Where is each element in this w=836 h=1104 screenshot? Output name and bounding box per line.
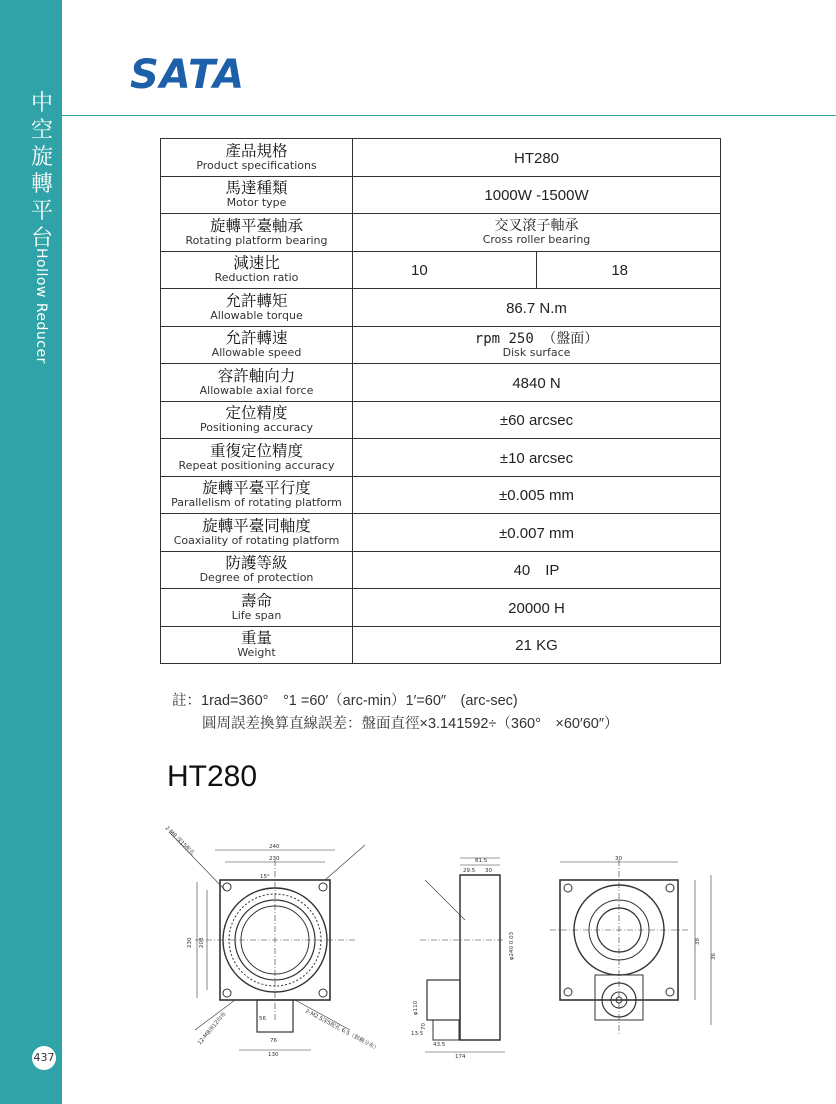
row-label-cn: 定位精度 [225, 404, 288, 423]
row-label-cn: 旋轉平臺同軸度 [202, 516, 311, 535]
side-dim-v3: 70 [421, 1023, 427, 1030]
row-label-cn: 減速比 [233, 254, 280, 273]
side-dim-v1: φ240 0.03 [509, 931, 515, 960]
row-label-cn: 重量 [240, 629, 272, 648]
row-label-en: Coaxiality of rotating platform [173, 533, 340, 547]
front-dim-left-1: 230 [187, 937, 193, 948]
side-dim-bottom: 174 [455, 1054, 466, 1060]
back-dim-right-1: 38 [695, 938, 701, 945]
table-row [161, 364, 721, 402]
ratio-value-10: 10 [411, 262, 428, 280]
table-row [161, 326, 721, 364]
row-label-cn: 產品規格 [225, 141, 288, 160]
front-callout-3: 12-M8深12均布 [196, 1011, 228, 1047]
table-row [161, 176, 721, 214]
row-label-cn: 允許轉矩 [225, 291, 288, 310]
row-label-cn: 容許軸向力 [217, 366, 296, 385]
table-row [161, 401, 721, 439]
row-value-en: Cross roller bearing [482, 233, 591, 247]
header-divider [62, 115, 836, 116]
row-value: 86.7 N.m [506, 299, 567, 317]
front-callout-1: 2-M8 深15配孔 [163, 825, 196, 857]
row-value-cn: rpm 250 （盤面） [474, 330, 599, 347]
sidebar [0, 0, 62, 1104]
front-dim-small: 56 [259, 1016, 266, 1022]
table-row [161, 514, 721, 552]
notes [172, 690, 618, 736]
row-label-en: Allowable speed [211, 346, 302, 360]
row-value: 40 IP [513, 562, 560, 580]
spec-table [160, 138, 721, 664]
table-row [161, 214, 721, 252]
side-dim-top-1: 81.5 [475, 858, 488, 864]
row-label-en: Product specifications [196, 158, 317, 172]
technical-drawing [155, 820, 735, 1070]
row-value: ±0.007 mm [499, 524, 574, 542]
table-row [161, 589, 721, 627]
sidebar-char: 空 [30, 118, 53, 143]
row-label-en: Rotating platform bearing [185, 233, 328, 247]
row-label-en: Reduction ratio [214, 271, 299, 285]
row-label-en: Degree of protection [199, 571, 314, 585]
row-label-en: Allowable torque [210, 308, 303, 322]
row-label-en: Repeat positioning accuracy [178, 458, 335, 472]
row-value: ±60 arcsec [499, 412, 574, 430]
sidebar-char: 轉 [30, 172, 53, 197]
row-label-en: Life span [231, 608, 282, 622]
sidebar-english-title: Hollow Reducer [33, 248, 49, 364]
sidebar-char: 旋 [30, 145, 53, 170]
row-label-cn: 旋轉平臺平行度 [202, 479, 311, 498]
row-value: 1000W -1500W [484, 187, 589, 205]
row-label-cn: 旋轉平臺軸承 [209, 216, 303, 235]
front-dim-bottom-1: 130 [268, 1052, 279, 1058]
back-view [550, 860, 711, 1035]
side-dim-top-3: 30 [485, 868, 492, 874]
row-value: 20000 H [508, 599, 565, 617]
side-dim-bottom-2: 43.5 [433, 1042, 446, 1048]
row-label-cn: 壽命 [240, 591, 272, 610]
row-value: 21 KG [515, 637, 558, 655]
row-value-en: Disk surface [502, 345, 571, 359]
row-label-cn: 防護等級 [225, 554, 288, 573]
side-dim-v4: 13.5 [411, 1031, 424, 1037]
row-value-cn: 交叉滾子軸承 [494, 218, 579, 235]
front-dim-left-2: 208 [199, 937, 205, 948]
row-label-en: Positioning accuracy [200, 421, 313, 435]
back-dim-top: 30 [615, 856, 622, 862]
front-dim-top-1: 240 [269, 844, 280, 850]
row-value: ±10 arcsec [499, 449, 574, 467]
sidebar-chinese-title [30, 90, 54, 252]
back-dim-right-2: 36 [711, 953, 717, 960]
ratio-value-18: 18 [611, 262, 628, 280]
side-dim-v2: φ110 [413, 1000, 419, 1015]
row-label-en: Parallelism of rotating platform [171, 496, 342, 510]
sidebar-char: 中 [30, 91, 53, 116]
sidebar-char: 台 [30, 226, 53, 251]
page-number: 437 [32, 1046, 56, 1070]
table-row [161, 626, 721, 664]
table-row [161, 476, 721, 514]
table-row [161, 289, 721, 327]
row-value: HT280 [513, 149, 560, 167]
model-title: HT280 [167, 760, 258, 793]
row-label-en: Motor type [226, 196, 287, 210]
front-dim-top-2: 230 [269, 856, 280, 862]
front-dim-bottom-2: 76 [270, 1038, 277, 1044]
table-row [161, 139, 721, 177]
row-label-cn: 重復定位精度 [209, 441, 303, 460]
table-row [161, 251, 721, 289]
row-value: 4840 N [512, 374, 561, 392]
row-label-en: Weight [237, 646, 276, 660]
front-callout-2: 2-M2.5深5配孔 6.5（對稱分布） [304, 1008, 380, 1053]
table-row [161, 551, 721, 589]
logo-text: SATA [130, 52, 246, 92]
sata-logo [130, 52, 250, 92]
side-view [420, 858, 505, 1052]
row-value: ±0.005 mm [499, 487, 574, 505]
row-label-en: Allowable axial force [199, 383, 314, 397]
row-label-cn: 馬達種類 [225, 179, 288, 198]
side-dim-top-2: 29.5 [463, 868, 476, 874]
front-dim-angle: 15° [260, 874, 270, 880]
note-line-1: 註：1rad=360° °1 =60′（arc-min）1′=60″ (arc-sec) [172, 693, 518, 709]
table-row [161, 439, 721, 477]
sidebar-char: 平 [30, 199, 53, 224]
row-label-cn: 允許轉速 [225, 329, 288, 348]
note-line-2: 圓周誤差換算直線誤差：盤面直徑×3.141592÷（360° ×60′60″） [202, 716, 619, 732]
